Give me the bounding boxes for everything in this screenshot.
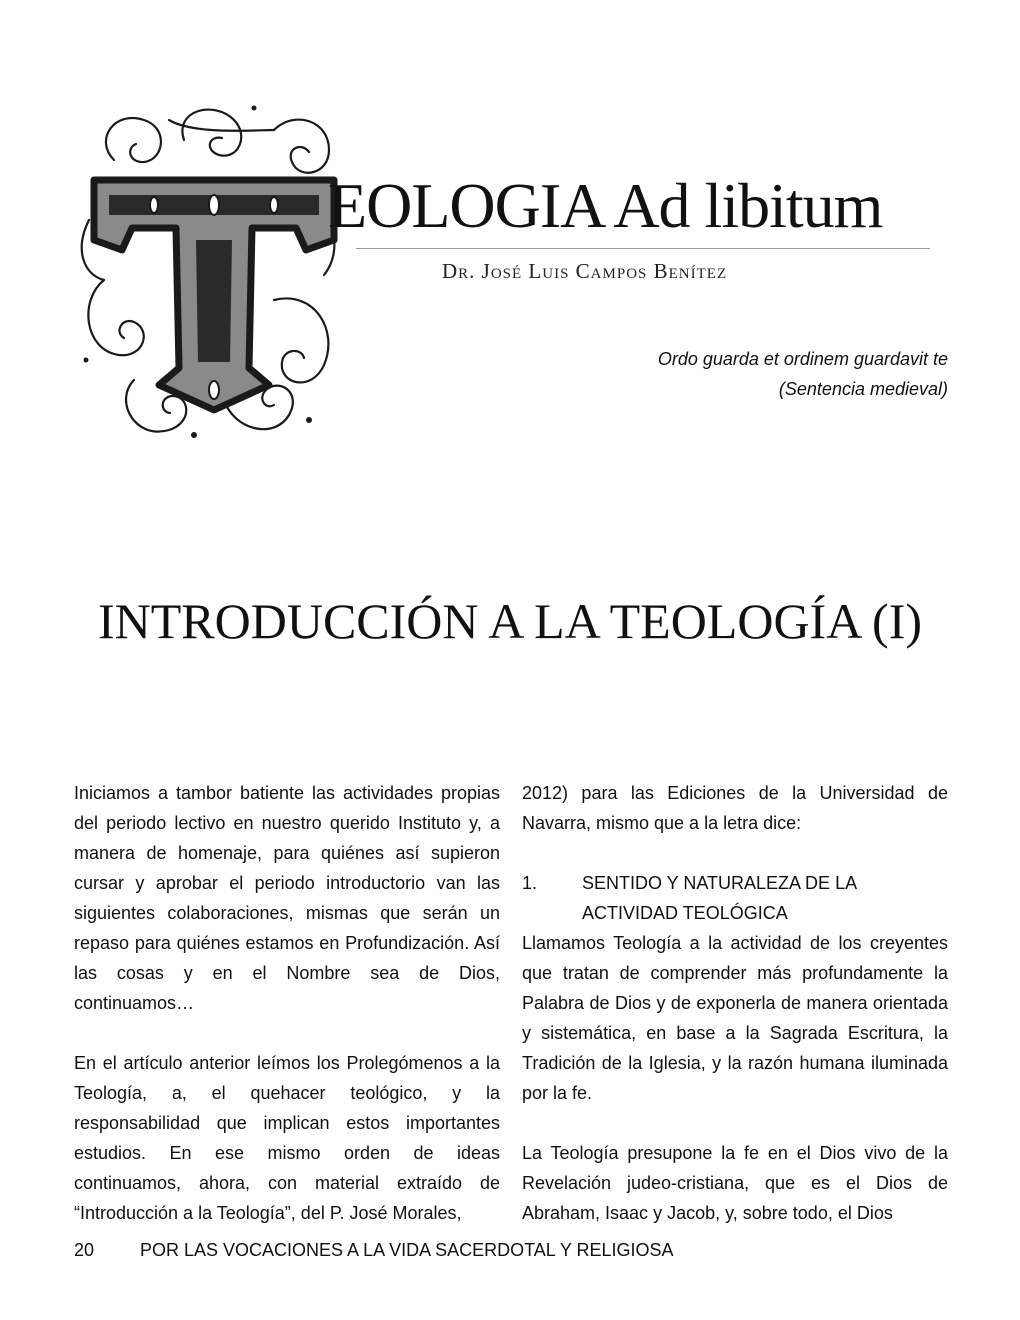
- left-text-column: [74, 778, 500, 1228]
- paragraph: En el artículo anterior leímos los Prolegómenos a la Teología, a, el quehacer teológico, y la responsabilidad que implican estos importantes estudios. En ese mismo orden de ideas continuamos, ahora, con material extraído de “Introducción a la Teología”, del P. José Morales,: [74, 1053, 500, 1223]
- paragraph: La Teología presupone la fe en el Dios vivo de la Revelación judeo-cristiana, que es el Dios de Abraham, Isaac y Jacob, y, sobre todo, el Dios: [522, 1143, 948, 1223]
- section-number: 1.: [522, 873, 538, 893]
- epigraph-quote: Ordo guarda et ordinem guardavit te: [657, 349, 948, 369]
- column-title: EOLOGIA Ad libitum: [328, 170, 883, 241]
- paragraph: Llamamos Teología a la actividad de los creyentes que tratan de comprender más profundamente la Palabra de Dios y de exponerla de manera orientada y sistemática, en base a la Sagrada Escritura, la Tradición de la Iglesia, y la razón humana iluminada por la fe.: [522, 933, 948, 1103]
- section-heading: [522, 868, 948, 928]
- right-text-column: [522, 778, 948, 1228]
- section-heading-text: SENTIDO Y NATURALEZA DE LA ACTIVIDAD TEOLÓGICA: [582, 873, 857, 923]
- title-divider: [356, 248, 930, 249]
- page-footer: [74, 1235, 954, 1265]
- epigraph-source: (Sentencia medieval): [778, 379, 948, 399]
- publication-name: POR LAS VOCACIONES A LA VIDA SACERDOTAL Y RELIGIOSA: [140, 1240, 674, 1260]
- epigraph: [468, 344, 948, 404]
- paragraph: Iniciamos a tambor batiente las actividades propias del periodo lectivo en nuestro querido Instituto y, a manera de homenaje, para quiénes así supieron cursar y aprobar el periodo introductorio van las siguientes colaboraciones, mismas que serán un repaso para quiénes estamos en Profundización. Así las cosas y en el Nombre sea de Dios, continuamos…: [74, 783, 500, 1013]
- ornamental-drop-cap-t-logo: [74, 100, 354, 450]
- paragraph: 2012) para las Ediciones de la Universidad de Navarra, mismo que a la letra dice:: [522, 783, 948, 833]
- article-title: INTRODUCCIÓN A LA TEOLOGÍA (I): [97, 593, 923, 649]
- author-name: Dr. José Luis Campos Benítez: [442, 259, 728, 283]
- page-number: 20: [74, 1240, 95, 1260]
